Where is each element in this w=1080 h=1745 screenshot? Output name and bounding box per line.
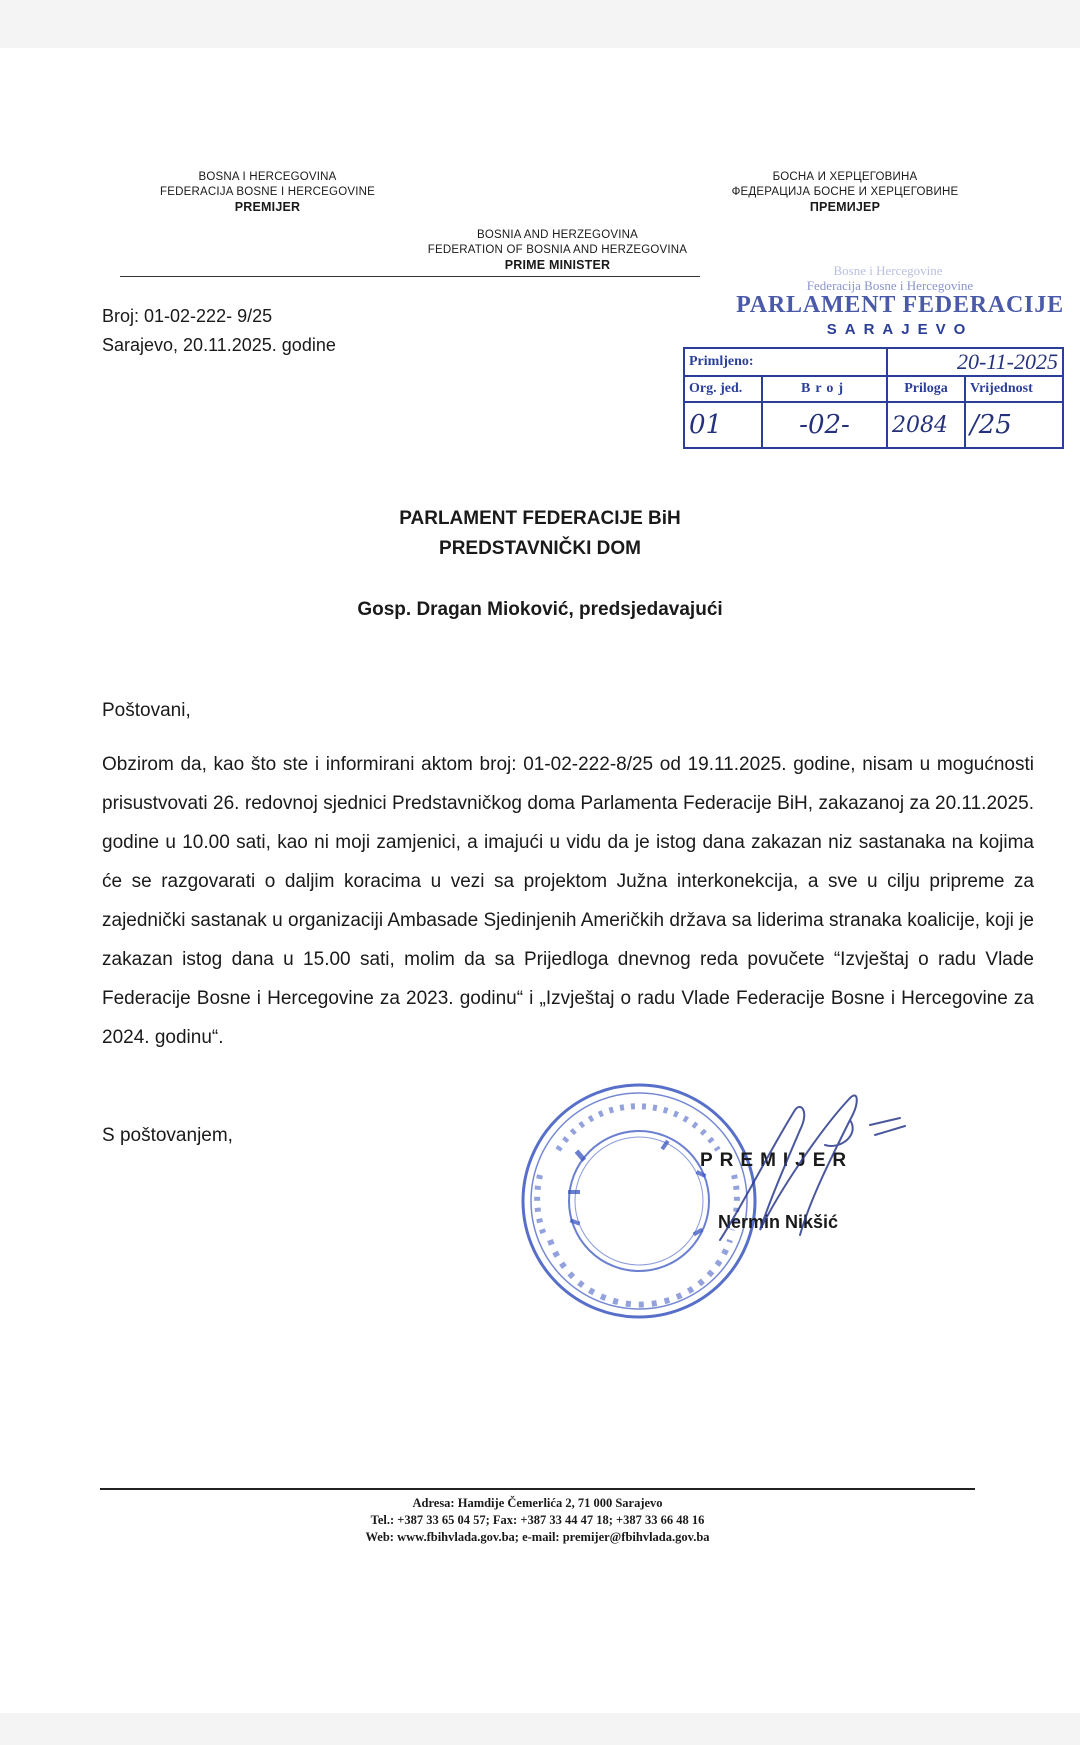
stamp-col-attachments: Priloga (887, 376, 965, 402)
footer-phones: Tel.: +387 33 65 04 57; Fax: +387 33 44 47 18; +387 33 66 48 16 (370, 1513, 705, 1527)
letter-body: Obzirom da, kao što ste i informirani aktom broj: 01-02-222-8/25 od 19.11.2025. godine, nisam u mogućnosti prisustvovati 26. redovnoj sjednici Predstavničkog doma Parlamenta Federacije BiH, zakazanoj za 20.11.2025. godine u 10.00 sati, kao ni moji zamjenici, a imajući u vidu da je istog dana zakazan niz sastanaka na kojima će se razgovarati o daljim koracima u vezi sa projektom Južna interkonekcija, a sve u cilju pripreme za zajednički sastanak u organizaciji Ambasade Sjedinjenih Američkih država sa liderima stranaka koalicije, koji je zakazan istog dana u 15.00 sati, molim da sa Prijedloga dnevnog reda povučete “Izvještaj o radu Vlade Federacije Bosne i Hercegovine za 2023. godinu“ i „Izvještaj o radu Vlade Federacije Bosne i Hercegovine za 2024. godinu“. (102, 754, 1034, 1048)
stamp-val-value: /25 (965, 402, 1063, 448)
stamp-received-label: Primljeno: (684, 348, 887, 376)
letterhead-center (405, 228, 710, 273)
stamp-col-number: Broj (762, 376, 887, 402)
stamp-table (683, 347, 1064, 449)
signatory-title: PREMIJER (700, 1150, 854, 1171)
letterhead-left-line1: BOSNA I HERCEGOVINA (198, 171, 337, 183)
stamp-val-number: -02- (762, 402, 887, 448)
signatory-name: Nermin Nikšić (718, 1212, 839, 1232)
stamp-val-org: 01 (684, 402, 762, 448)
stamp-val-attachments: 2084 (887, 402, 965, 448)
receipt-stamp (680, 256, 1078, 478)
letterhead-right-line3: ПРЕМИЈЕР (809, 200, 881, 214)
letterhead-left-line3: PREMIJER (234, 200, 301, 214)
salutation: Poštovani, (102, 700, 191, 721)
letterhead-center-line1: BOSNIA AND HERZEGOVINA (477, 229, 638, 241)
letterhead-right-line1: БОСНА И ХЕРЦЕГОВИНА (772, 171, 918, 183)
addressee-line1: PARLAMENT FEDERACIJE BiH (399, 508, 681, 529)
footer-address: Adresa: Hamdije Čemerlića 2, 71 000 Sarajevo (412, 1496, 663, 1510)
letterhead-divider (120, 276, 700, 277)
letterhead-left-line2: FEDERACIJA BOSNE I HERCEGOVINE (160, 186, 375, 198)
stamp-col-org: Org. jed. (684, 376, 762, 402)
stamp-faded-line2: Federacija Bosne i Hercegovine (806, 278, 974, 293)
handwritten-signature-icon (700, 1090, 920, 1270)
letterhead-right (710, 170, 980, 215)
letterhead-center-line3: PRIME MINISTER (504, 258, 611, 272)
footer-web-email: Web: www.fbihvlada.gov.ba; e-mail: premijer@fbihvlada.gov.ba (365, 1530, 710, 1544)
letterhead-center-line2: FEDERATION OF BOSNIA AND HERZEGOVINA (427, 244, 688, 256)
letterhead-right-line2: ФЕДЕРАЦИЈА БОСНЕ И ХЕРЦЕГОВИНЕ (731, 186, 959, 198)
closing: S poštovanjem, (102, 1125, 233, 1146)
stamp-organization: PARLAMENT FEDERACIJE (736, 292, 1064, 318)
addressee-line2: PREDSTAVNIČKI DOM (439, 538, 641, 559)
letterhead-left (140, 170, 395, 215)
footer (100, 1495, 975, 1546)
stamp-col-value: Vrijednost (965, 376, 1063, 402)
reference-number: Broj: 01-02-222- 9/25 (102, 306, 273, 326)
addressee-recipient: Gosp. Dragan Mioković, predsjedavajući (357, 599, 723, 620)
stamp-city: SARAJEVO (826, 321, 974, 338)
footer-divider (100, 1488, 975, 1490)
reference-place-date: Sarajevo, 20.11.2025. godine (102, 335, 336, 355)
stamp-received-date: 20-11-2025 (887, 348, 1063, 376)
stamp-faded-line1: Bosne i Hercegovine (833, 263, 943, 278)
reference-block (102, 302, 336, 360)
